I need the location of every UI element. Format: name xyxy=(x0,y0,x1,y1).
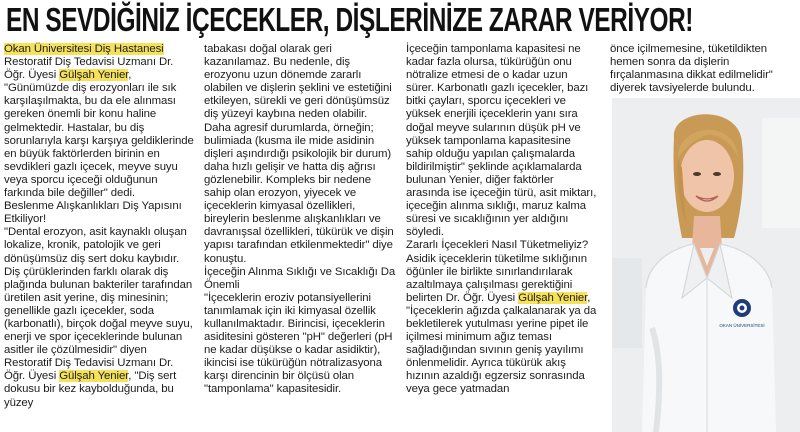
portrait-photo xyxy=(612,98,800,432)
text: , "Diş sert dokusu bir kez kaybolduğunda, bu yüzey xyxy=(4,370,177,409)
paragraph: tabakası doğal olarak geri kazanılamaz. Bu nedenle, diş erozyonu uzun dönemde zararlı olabilen ve dişlerin şeklini ve estetiğini etkileyen, sürekli ve geri dönüşümsüz diş yüzeyi kaybına neden olabilir. Daha agresif durumlarda, örneğin; bulimiada (kusma ile mide asidinin dişleri aşındırdığı psikolojik bir durum) daha hızlı gelişir ve hatta diş ağrısı gözlenebilir. Kompleks bir nedene sahip olan erozyon, yiyecek ve içeceklerin kimyasal özellikleri, bireylerin beslenme alışkanlıkları ve davranışsal özellikleri, tükürük ve dişin yapısı tarafından etkilenmektedir" diye konuştu. xyxy=(204,43,394,265)
headline: EN SEVDİĞİNİZ İÇECEKLER, DİŞLERİNİZE ZARAR VERİYOR! xyxy=(6,1,693,38)
highlight-name: Gülşah Yenier xyxy=(518,291,588,304)
text: Restoratif Diş Tedavisi Uzmanı Dr. Öğr. Üyesi xyxy=(4,56,174,82)
coat-logo-text: OKAN ÜNİVERSİTESİ xyxy=(719,323,765,328)
subheading: İçeceğin Alınma Sıklığı ve Sıcaklığı Da Önemli xyxy=(204,265,396,291)
paragraph: "İçeceklerin eroziv potansiyellerini tanımlamak için iki kimyasal özellik kullanılmaktadır. Birincisi, içeceklerin asiditesini gösteren "pH" değerleri (pH ne kadar düşükse o kadar asidiktir), ikincisi ise tükürüğün nötralizasyona karşı direncinin bir ölçüsü olan "tamponlama" kapasitesidir. xyxy=(204,291,393,396)
paragraph xyxy=(4,226,196,409)
text: Asidik içeceklerin tüketilme sıklığının öğünler ile birlikte sınırlandırılarak azaltılmaya çalışılması gerektiğini belirten Dr. Öğr. Üyesi xyxy=(406,252,587,304)
article-column-4 xyxy=(610,43,798,95)
subheading: Beslenme Alışkanlıkları Diş Yapısını Etkiliyor! xyxy=(4,200,182,226)
paragraph xyxy=(406,253,598,397)
article-column-1 xyxy=(4,43,196,410)
highlight-name: Gülşah Yenier xyxy=(59,370,129,383)
subheading: Zararlı İçecekleri Nasıl Tüketmeliyiz? xyxy=(406,239,589,252)
article-column-2 xyxy=(204,43,396,397)
highlight-hospital: Okan Üniversitesi Diş Hastanesi xyxy=(4,43,164,55)
paragraph: İçeceğin tamponlama kapasitesi ne kadar fazla olursa, tükürüğün onu nötralize etmesi de o kadar uzun sürer. Karbonatlı gazlı içecekler, bazı bitki çayları, sporcu içecekleri ve yüksek enerjili içeceklerin yanı sıra doğal meyve sularının düşük pH ve yüksek tamponlama kapasitesine sahip olduğu yapılan çalışmalarda bildirilmiştir" şeklinde açıklamalarda bulunan Yenier, diğer faktörler arasında ise içeceğin türü, asit miktarı, içeceğin alınma sıklığı, maruz kalma süresi ve sıcaklığının yer aldığını söyledi. xyxy=(406,43,597,239)
paragraph: önce içilmemesine, tüketildikten hemen sonra da dişlerin fırçalanmasına dikkat edilmelidir" diyerek tavsiyelerde bulundu. xyxy=(610,43,773,95)
highlight-name: Gülşah Yenier xyxy=(59,69,129,82)
text: , "Günümüzde diş erozyonları ile sık karşılaşılmakta, bu da ele alınması gereken önemli bir konu haline gelmektedir. Hastalar, bu diş sorunlarıyla karşı karşıya geldiklerinde en büyük faktörlerden birinin en sevdikleri gazlı içecek, meyve suyu veya sporcu içeceği olduğunun farkında bile değiller" dedi. xyxy=(4,69,194,200)
text: , "İçeceklerin ağızda çalkalanarak ya da bekletilerek yutulması yerine pipet ile içilmesi minimum ağız teması sağladığından sıvının geniş yayılımı önlenmelidir. Ayrıca tükürük akış hızının azaldığı egzersiz sonrasında veya gece yatmadan xyxy=(406,291,597,396)
portrait-illustration xyxy=(612,98,800,432)
article-column-3 xyxy=(406,43,598,397)
paragraph xyxy=(4,43,196,200)
text: "Dental erozyon, asit kaynaklı oluşan lokalize, kronik, patolojik ve geri dönüşümsüz diş sert doku kaybıdır. Diş çürüklerinden farklı olarak diş plağında bulunan bakteriler tarafından üretilen asit yerine, diş minesinin; genellikle gazlı içecekler, soda (karbonatlı), birçok doğal meyve suyu, enerji ve spor içeceklerinde bulunan asitler ile çözülmesidir" diyen Restoratif Diş Tedavisi Uzmanı Dr. Öğr. Üyesi xyxy=(4,226,193,383)
